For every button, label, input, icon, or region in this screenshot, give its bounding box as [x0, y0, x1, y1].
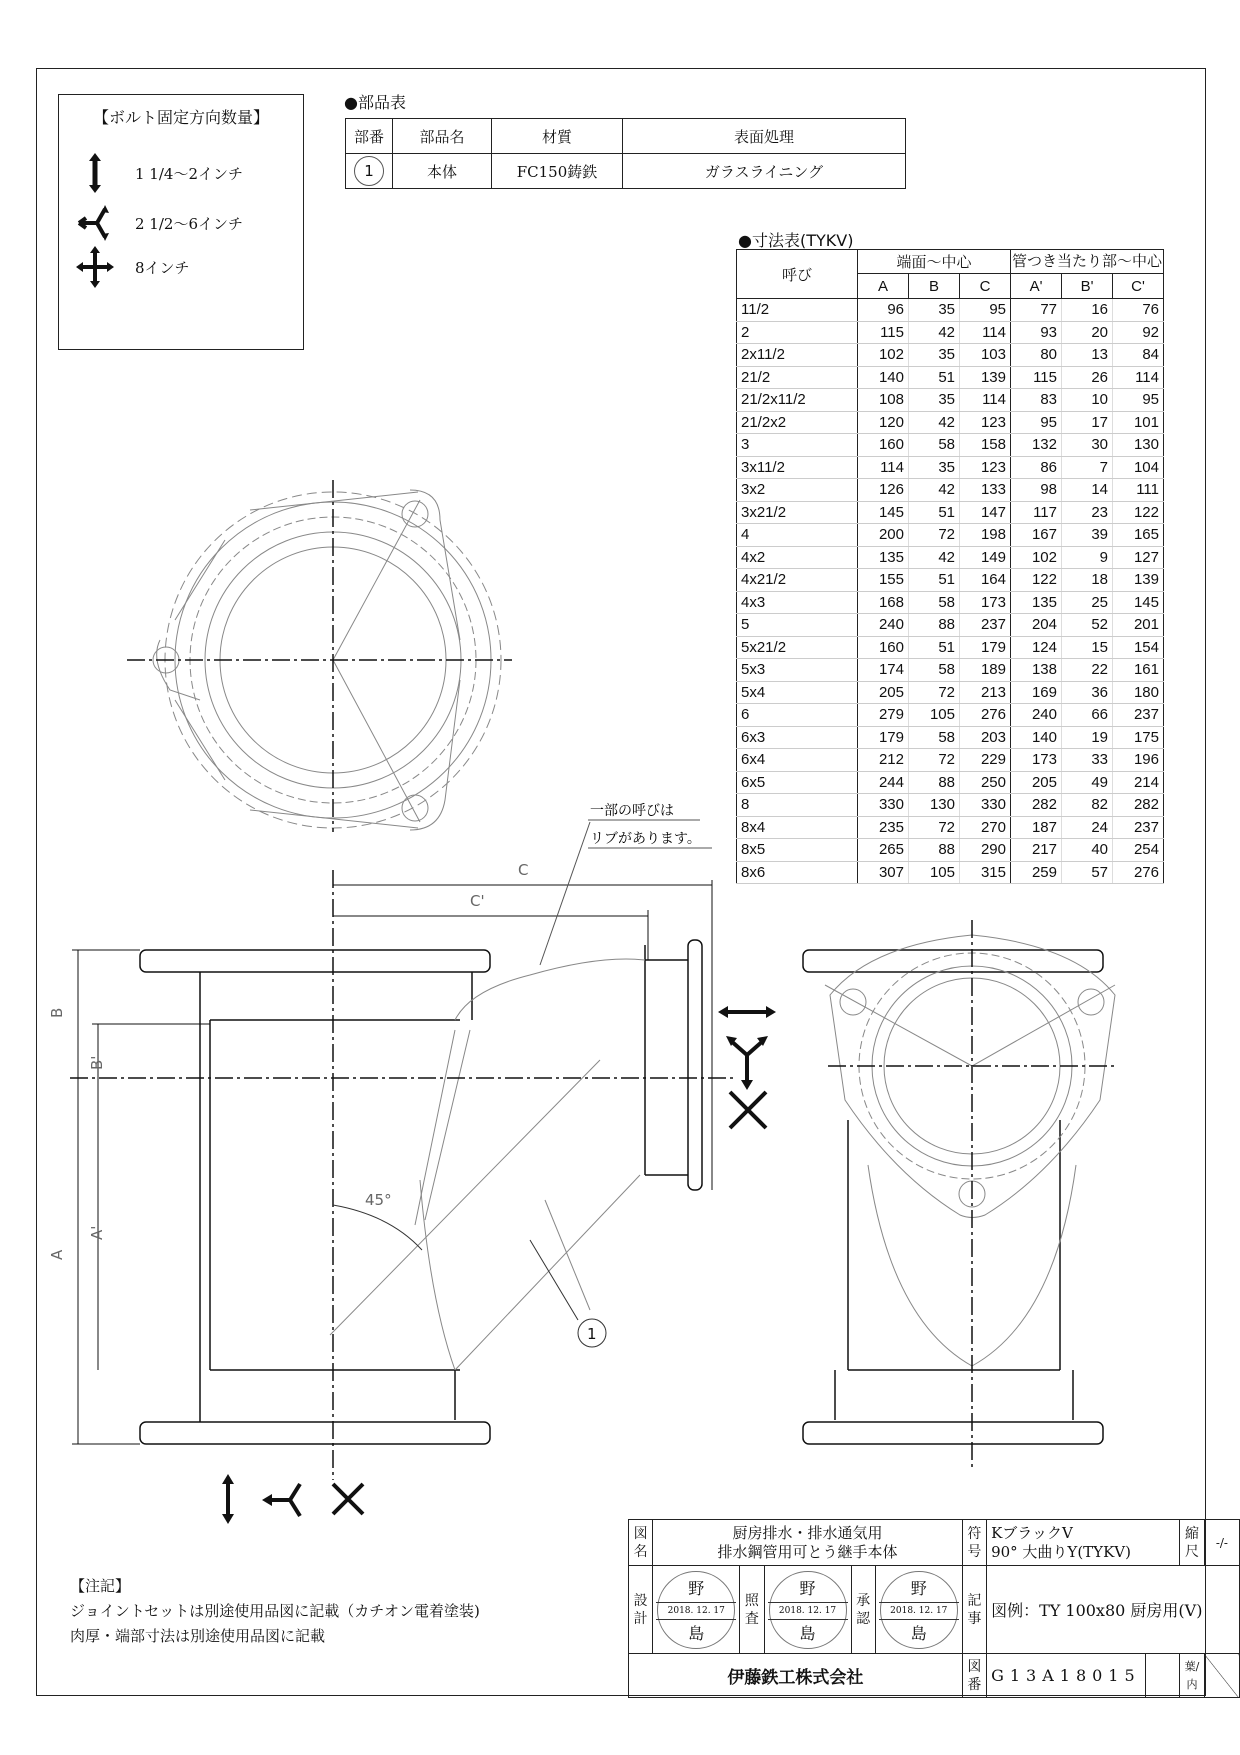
parts-table-title: ●部品表 [344, 93, 406, 112]
dimension-value: 203 [960, 726, 1011, 749]
bolt-legend-title: 【ボルト固定方向数量】 [92, 108, 269, 127]
dimension-value: 307 [858, 861, 909, 884]
parts-table [345, 118, 906, 189]
dimension-table-row [737, 479, 1164, 502]
dimension-value: 122 [1113, 501, 1164, 524]
scale-value: -/- [1204, 1520, 1239, 1566]
dimension-value: 123 [960, 411, 1011, 434]
dimension-table-row [737, 794, 1164, 817]
column-group-socket-to-center: 管つき当たり部～中心 [1011, 250, 1164, 274]
dimension-table-row [737, 501, 1164, 524]
dimension-value: 173 [1011, 749, 1062, 772]
dimension-value: 213 [960, 681, 1011, 704]
dimension-value: 10 [1062, 389, 1113, 412]
nominal-size: 6x3 [737, 726, 858, 749]
dimension-value: 24 [1062, 816, 1113, 839]
dimension-value: 25 [1062, 591, 1113, 614]
dimension-value: 204 [1011, 614, 1062, 637]
dimension-value: 237 [1113, 816, 1164, 839]
dimension-value: 189 [960, 659, 1011, 682]
dimension-value: 102 [858, 344, 909, 367]
dimension-value: 330 [960, 794, 1011, 817]
dimension-value: 145 [1113, 591, 1164, 614]
dimension-value: 95 [1113, 389, 1164, 412]
dimension-value: 30 [1062, 434, 1113, 457]
dimension-value: 13 [1062, 344, 1113, 367]
notes [70, 1574, 480, 1649]
dimension-value: 51 [909, 569, 960, 592]
dimension-value: 35 [909, 344, 960, 367]
drawing-number: G13A18015 [987, 1654, 1146, 1698]
bolt-legend-item: 2 1/2～6インチ [75, 201, 243, 245]
dimension-value: 140 [1011, 726, 1062, 749]
dimension-table-title: ●寸法表(TYKV) [738, 231, 854, 250]
dimension-value: 95 [1011, 411, 1062, 434]
dimension-value: 72 [909, 816, 960, 839]
dimension-value: 83 [1011, 389, 1062, 412]
dimension-value: 105 [909, 704, 960, 727]
nominal-size: 2 [737, 321, 858, 344]
dimension-value: 51 [909, 501, 960, 524]
note-line: 肉厚・端部寸法は別途使用品図に記載 [70, 1627, 326, 1645]
dimension-value: 114 [858, 456, 909, 479]
company-name: 伊藤鉄工株式会社 [629, 1654, 963, 1698]
dimension-value: 120 [858, 411, 909, 434]
dimension-value: 139 [1113, 569, 1164, 592]
three-way-arrow-icon [75, 201, 115, 245]
nominal-size: 3 [737, 434, 858, 457]
dimension-value: 40 [1062, 839, 1113, 862]
nominal-size: 5x21/2 [737, 636, 858, 659]
title-block: 図名 厨房排水・排水通気用 排水鋼管用可とう継手本体 符号 KブラックV 90° 大曲りY(TYKV) 縮尺 -/- 設計 野 2018. 12. 17 島 照査 野 2018. 12. 17 島 承認 野 2018. 12. 17 島 記事 図例：TY 100x80 厨房用(V) 伊藤鉄工株式会社 図番 G13A18015 葉/内 [628, 1519, 1240, 1698]
dimension-value: 36 [1062, 681, 1113, 704]
dimension-value: 212 [858, 749, 909, 772]
dimension-value: 282 [1011, 794, 1062, 817]
dimension-value: 237 [960, 614, 1011, 637]
dimension-value: 76 [1113, 299, 1164, 322]
dimension-value: 244 [858, 771, 909, 794]
dimension-table-row [737, 546, 1164, 569]
dimension-value: 155 [858, 569, 909, 592]
dimension-value: 127 [1113, 546, 1164, 569]
dimension-value: 16 [1062, 299, 1113, 322]
dimension-value: 160 [858, 434, 909, 457]
dimension-table-row [737, 299, 1164, 322]
dimension-value: 276 [1113, 861, 1164, 884]
dimension-table-row [737, 591, 1164, 614]
dimension-value: 179 [960, 636, 1011, 659]
nominal-size: 6x5 [737, 771, 858, 794]
dimension-value: 51 [909, 636, 960, 659]
svg-text:A: A [48, 1249, 66, 1260]
dimension-value: 114 [960, 321, 1011, 344]
dimension-value: 132 [1011, 434, 1062, 457]
bolt-legend-item: 1 1/4～2インチ [75, 151, 243, 195]
dimension-value: 42 [909, 321, 960, 344]
dimension-value: 7 [1062, 456, 1113, 479]
dimension-value: 133 [960, 479, 1011, 502]
nominal-size: 5x4 [737, 681, 858, 704]
dimension-value: 265 [858, 839, 909, 862]
dimension-value: 57 [1062, 861, 1113, 884]
dimension-value: 330 [858, 794, 909, 817]
dimension-value: 82 [1062, 794, 1113, 817]
dimension-value: 158 [960, 434, 1011, 457]
dimension-value: 23 [1062, 501, 1113, 524]
svg-text:A': A' [88, 1225, 106, 1240]
dimension-value: 105 [909, 861, 960, 884]
dimension-value: 175 [1113, 726, 1164, 749]
dimension-value: 124 [1011, 636, 1062, 659]
dimension-value: 259 [1011, 861, 1062, 884]
dimension-value: 165 [1113, 524, 1164, 547]
bolt-direction-legend [58, 94, 304, 350]
dimension-value: 58 [909, 591, 960, 614]
dimension-value: 42 [909, 479, 960, 502]
dimension-value: 217 [1011, 839, 1062, 862]
dimension-value: 145 [858, 501, 909, 524]
dimension-value: 111 [1113, 479, 1164, 502]
dimension-value: 88 [909, 839, 960, 862]
dimension-value: 22 [1062, 659, 1113, 682]
dimension-value: 14 [1062, 479, 1113, 502]
dimension-value: 101 [1113, 411, 1164, 434]
nominal-size: 4x21/2 [737, 569, 858, 592]
dimension-table-row [737, 524, 1164, 547]
dimension-value: 179 [858, 726, 909, 749]
notes-title: 【注記】 [70, 1577, 131, 1595]
dimension-value: 103 [960, 344, 1011, 367]
dimension-value: 180 [1113, 681, 1164, 704]
dimension-table-row [737, 614, 1164, 637]
nominal-size: 3x11/2 [737, 456, 858, 479]
dimension-value: 254 [1113, 839, 1164, 862]
nominal-size: 4x2 [737, 546, 858, 569]
nominal-size: 8x5 [737, 839, 858, 862]
dimension-value: 52 [1062, 614, 1113, 637]
nominal-size: 2x11/2 [737, 344, 858, 367]
dimension-value: 35 [909, 456, 960, 479]
dimension-table-row [737, 816, 1164, 839]
dimension-value: 102 [1011, 546, 1062, 569]
dimension-table-row [737, 366, 1164, 389]
svg-text:C: C [518, 861, 529, 879]
dimension-table-row [737, 456, 1164, 479]
dimension-value: 51 [909, 366, 960, 389]
symbol: KブラックV 90° 大曲りY(TYKV) [987, 1520, 1180, 1566]
dimension-value: 126 [858, 479, 909, 502]
dimension-value: 92 [1113, 321, 1164, 344]
parts-table-row: 1 本体 FC150鋳鉄 ガラスライニング [346, 154, 906, 189]
dimension-value: 135 [1011, 591, 1062, 614]
dimension-value: 229 [960, 749, 1011, 772]
dimension-value: 39 [1062, 524, 1113, 547]
dimension-table-row [737, 861, 1164, 884]
dimension-table-row [737, 569, 1164, 592]
svg-text:B: B [48, 1007, 66, 1018]
dimension-value: 88 [909, 614, 960, 637]
dimension-value: 42 [909, 546, 960, 569]
dimension-value: 58 [909, 434, 960, 457]
dimension-value: 9 [1062, 546, 1113, 569]
dimension-value: 237 [1113, 704, 1164, 727]
dimension-value: 235 [858, 816, 909, 839]
dimension-table-row [737, 434, 1164, 457]
dimension-value: 135 [858, 546, 909, 569]
dimension-value: 42 [909, 411, 960, 434]
dimension-table-row [737, 344, 1164, 367]
dimension-value: 130 [909, 794, 960, 817]
check-stamp: 野 2018. 12. 17 島 [764, 1566, 851, 1654]
dimension-value: 169 [1011, 681, 1062, 704]
drawing-name: 厨房排水・排水通気用 排水鋼管用可とう継手本体 [653, 1520, 963, 1566]
part-number-balloon: 1 [354, 156, 384, 186]
nominal-size: 8x6 [737, 861, 858, 884]
svg-text:1: 1 [587, 1325, 597, 1343]
parts-table-header: 部番 部品名 材質 表面処理 [346, 119, 906, 154]
double-arrow-vertical-icon [75, 151, 115, 195]
rib-note-line2: リブがあります。 [590, 831, 701, 847]
nominal-size: 3x2 [737, 479, 858, 502]
dimension-table-row [737, 411, 1164, 434]
dimension-value: 164 [960, 569, 1011, 592]
dimension-table: 呼び 端面～中心 管つき当たり部～中心 A B C A' B' C' 11/2 96 35 95 77 16 76 2 115 42 114 93 20 92 2x11/2 102 35 103 80 13 84 21/2 140 51 139 115 26 114 21/2x11/2 108 35 114 83 10 95 21/2x2 120 42 123 95 17 101 3 160 58 158 132 30 130 3x11/2 114 35 123 86 7 104 3x2 126 42 133 98 14 111 3x21/2 145 51 147 117 23 122 4 200 72 198 167 39 165 4x2 135 42 149 102 9 127 4x21/2 155 51 164 122 18 139 4x3 168 58 173 135 25 145 5 240 88 237 204 52 201 5x21/2 160 51 179 124 15 154 5x3 174 58 189 138 22 161 5x4 205 72 213 169 36 180 6 279 105 276 240 66 237 6x3 179 58 203 140 19 175 6x4 212 72 229 173 33 196 6x5 244 88 250 205 49 214 8 330 130 330 282 82 282 8x4 235 72 270 187 24 237 8x5 265 88 290 217 40 254 8x6 307 105 315 259 57 276 [736, 249, 1164, 884]
nominal-size: 4 [737, 524, 858, 547]
dimension-value: 15 [1062, 636, 1113, 659]
dimension-value: 114 [960, 389, 1011, 412]
dimension-value: 282 [1113, 794, 1164, 817]
rib-note-line1: 一部の呼びは [590, 803, 674, 819]
dimension-value: 147 [960, 501, 1011, 524]
nominal-size: 21/2x11/2 [737, 389, 858, 412]
dimension-table-row [737, 659, 1164, 682]
dimension-value: 240 [858, 614, 909, 637]
dimension-value: 17 [1062, 411, 1113, 434]
nominal-size: 3x21/2 [737, 501, 858, 524]
dimension-value: 77 [1011, 299, 1062, 322]
nominal-size: 21/2 [737, 366, 858, 389]
dimension-value: 201 [1113, 614, 1164, 637]
nominal-size: 5 [737, 614, 858, 637]
dimension-value: 84 [1113, 344, 1164, 367]
nominal-size: 4x3 [737, 591, 858, 614]
dimension-value: 149 [960, 546, 1011, 569]
dimension-value: 315 [960, 861, 1011, 884]
nominal-size: 6x4 [737, 749, 858, 772]
dimension-value: 138 [1011, 659, 1062, 682]
dimension-value: 35 [909, 389, 960, 412]
nominal-size: 6 [737, 704, 858, 727]
dimension-value: 35 [909, 299, 960, 322]
dimension-table-row [737, 704, 1164, 727]
dimension-value: 123 [960, 456, 1011, 479]
dimension-value: 279 [858, 704, 909, 727]
svg-text:B': B' [88, 1055, 106, 1070]
dimension-value: 250 [960, 771, 1011, 794]
dimension-value: 139 [960, 366, 1011, 389]
dimension-value: 26 [1062, 366, 1113, 389]
dimension-value: 72 [909, 749, 960, 772]
dimension-value: 104 [1113, 456, 1164, 479]
dimension-value: 20 [1062, 321, 1113, 344]
nominal-size: 11/2 [737, 299, 858, 322]
dimension-value: 154 [1113, 636, 1164, 659]
dimension-value: 270 [960, 816, 1011, 839]
dimension-value: 198 [960, 524, 1011, 547]
dimension-value: 108 [858, 389, 909, 412]
nominal-size: 5x3 [737, 659, 858, 682]
dimension-value: 168 [858, 591, 909, 614]
dimension-table-row [737, 389, 1164, 412]
dimension-value: 19 [1062, 726, 1113, 749]
dimension-value: 58 [909, 726, 960, 749]
remarks: 図例：TY 100x80 厨房用(V) [987, 1566, 1240, 1654]
nominal-size: 21/2x2 [737, 411, 858, 434]
svg-text:45°: 45° [365, 1191, 392, 1209]
dimension-value: 174 [858, 659, 909, 682]
dimension-value: 205 [1011, 771, 1062, 794]
dimension-value: 88 [909, 771, 960, 794]
design-stamp: 野 2018. 12. 17 島 [653, 1566, 740, 1654]
dimension-value: 205 [858, 681, 909, 704]
nominal-size: 8 [737, 794, 858, 817]
dimension-value: 290 [960, 839, 1011, 862]
four-way-arrow-icon [75, 245, 115, 289]
dimension-table-row [737, 636, 1164, 659]
dimension-value: 93 [1011, 321, 1062, 344]
bolt-legend-item: 8インチ [75, 245, 190, 289]
dimension-table-row [737, 749, 1164, 772]
note-line: ジョイントセットは別途使用品図に記載（カチオン電着塗装) [70, 1602, 480, 1620]
dimension-value: 196 [1113, 749, 1164, 772]
dimension-value: 72 [909, 681, 960, 704]
dimension-value: 49 [1062, 771, 1113, 794]
dimension-value: 200 [858, 524, 909, 547]
dimension-value: 160 [858, 636, 909, 659]
dimension-value: 187 [1011, 816, 1062, 839]
nominal-size: 8x4 [737, 816, 858, 839]
dimension-table-row [737, 771, 1164, 794]
dimension-value: 18 [1062, 569, 1113, 592]
dimension-value: 115 [858, 321, 909, 344]
dimension-table-row [737, 726, 1164, 749]
dimension-value: 58 [909, 659, 960, 682]
approve-stamp: 野 2018. 12. 17 島 [875, 1566, 962, 1654]
dimension-value: 66 [1062, 704, 1113, 727]
dimension-value: 140 [858, 366, 909, 389]
svg-text:C': C' [470, 892, 485, 910]
dimension-value: 167 [1011, 524, 1062, 547]
dimension-value: 86 [1011, 456, 1062, 479]
column-group-end-to-center: 端面～中心 [858, 250, 1011, 274]
dimension-value: 114 [1113, 366, 1164, 389]
dimension-value: 96 [858, 299, 909, 322]
dimension-value: 240 [1011, 704, 1062, 727]
dimension-value: 95 [960, 299, 1011, 322]
dimension-value: 130 [1113, 434, 1164, 457]
dimension-value: 214 [1113, 771, 1164, 794]
dimension-value: 276 [960, 704, 1011, 727]
dimension-table-row [737, 839, 1164, 862]
dimension-value: 173 [960, 591, 1011, 614]
dimension-value: 117 [1011, 501, 1062, 524]
column-header-nominal: 呼び [737, 250, 858, 299]
dimension-value: 115 [1011, 366, 1062, 389]
dimension-value: 33 [1062, 749, 1113, 772]
dimension-table-row [737, 681, 1164, 704]
dimension-value: 72 [909, 524, 960, 547]
dimension-value: 98 [1011, 479, 1062, 502]
dimension-value: 122 [1011, 569, 1062, 592]
dimension-value: 80 [1011, 344, 1062, 367]
dimension-value: 161 [1113, 659, 1164, 682]
sheet-number [1204, 1654, 1239, 1698]
dimension-table-row [737, 321, 1164, 344]
